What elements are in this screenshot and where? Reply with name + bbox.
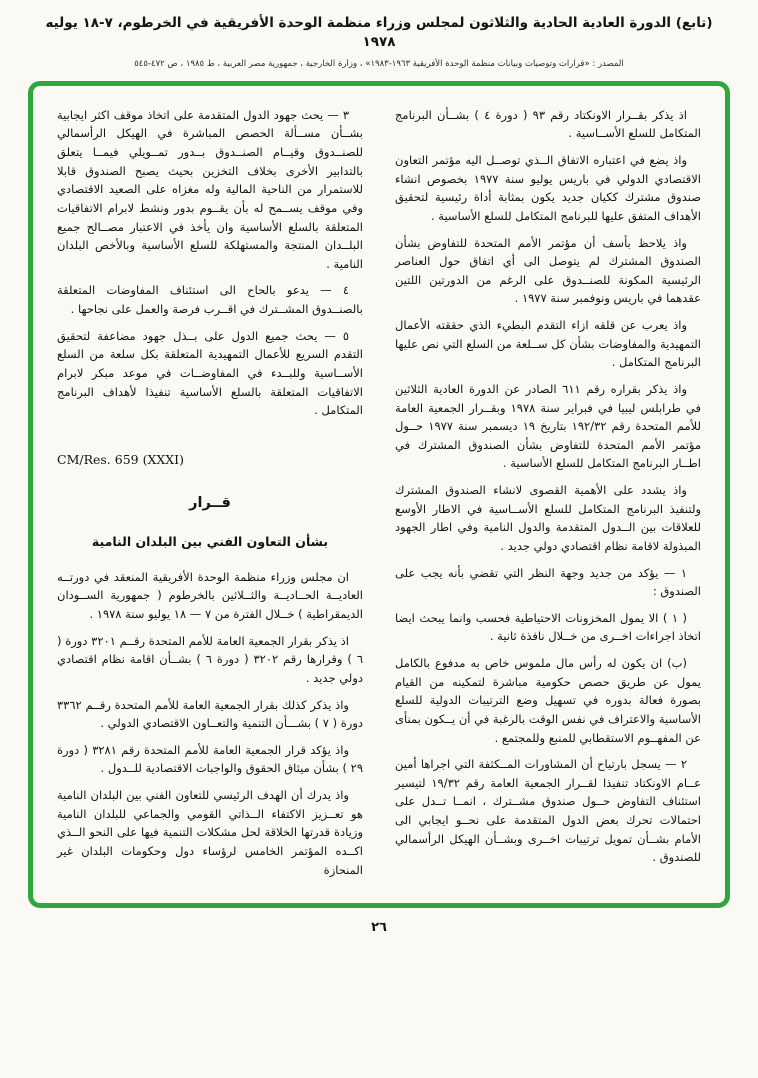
numbered-clause: ٥ — يحث جميع الدول على بــذل جهود مضاعفة لتحقيق التقدم السريع للأعمال التمهيدية المتعلقة بكل سلعة من السلع الأســاسية وللبــدء في المفاوضــات في موعد مبكر لابرام الاتفاقيات المتعلقة بالسلع الأساسية تنفيذا لأهداف البرنامج المتكامل . bbox=[57, 328, 363, 418]
sub-clause: (ب) ان يكون له رأس مال ملموس خاص به مدفوع بالكامل يمول عن طريق حصص حكومية مباشرة لتمكينه من القيام بصورة فعالة بدوره في تسهيل وضع الترتيبات الدولية للسلع الأساسية والاعتراف في نفس الوقت بالرغبة في أن يــكون بمنأى عن المفهــوم الاستقطابي للمنبع وللمجتمع . bbox=[395, 656, 701, 745]
content-border-box bbox=[28, 81, 730, 908]
paragraph: اذ يذكر بقــرار الاونكتاد رقم ٩٣ ( دورة ٤ ) بشــأن البرنامج المتكامل للسلع الأســاسية . bbox=[395, 107, 701, 141]
right-column bbox=[395, 106, 701, 887]
paragraph: ان مجلس وزراء منظمة الوحدة الأفريقية المنعقد في دورتــه العاديــة الحــاديــة والثــلاثين بالخرطوم ( جمهورية الســودان الديمقراطية ) خــلال الفترة من ٧ — ١٨ يوليو سنة ١٩٧٨ . bbox=[57, 569, 363, 622]
left-column bbox=[57, 106, 363, 887]
two-column-layout bbox=[57, 106, 701, 887]
source-line: المصدر : «قرارات وتوصيات وبيانات منظمة الوحدة الأفريقية ١٩٦٣-١٩٨٣» ، وزارة الخارجية ، جمهورية مصر العربية ، ط ١٩٨٥ ، ص ٤٧٢-٥٤٥ bbox=[134, 58, 624, 69]
page-number: ٢٦ bbox=[371, 920, 387, 936]
resolution-subtitle: بشأن التعاون الفني بين البلدان النامية bbox=[91, 533, 329, 549]
numbered-clause: ٢ — يسجل بارتياح أن المشاورات المــكثفة التي اجراها أمين عــام الاونكتاد تنفيذا لقــرار الجمعية العامة رقم ١٩/٣٢ لتيسير استئناف التفاوض حــول صندوق مشــترك ، انمــا تــدل على احتمالات تحرك بعض الدول المتقدمة على نحــو ايجابي الى الأمام بشــأن تمويل ترتيبات اخــرى وبشــأن الهيكل الرأسمالي للصندوق . bbox=[395, 757, 701, 865]
numbered-clause: ٤ — يدعو بالحاح الى استئناف المفاوضات المتعلقة بالصنــدوق المشــترك في اقــرب فرصة والعمل على نجاحها . bbox=[57, 283, 363, 317]
page-header-title: (تابع) الدورة العادية الحادية والثلاثون لمجلس وزراء منظمة الوحدة الأفريقية في الخرطوم، ٧-١٨ يوليه ١٩٧٨ bbox=[45, 15, 713, 50]
paragraph: واذ يشدد على الأهمية القصوى لانشاء الصندوق المشترك ولتنفيذ البرنامج المتكامل للسلع الأســاسية في الاطار الأوسع للعلاقات بين الــدول المتقدمة والدول النامية وفي اطار الجهود المبذولة لاقامة نظام اقتصادي دولي جديد . bbox=[395, 483, 701, 553]
numbered-clause: ٣ — يحث جهود الدول المتقدمة على اتخاذ موقف اكثر ايجابية بشــأن مســألة الحصص المباشرة في الهيكل الرأسمالي للصنــدوق وقيــام الصنــدوق بــدور تمــويلي فيمــا يتعلق بالتدابير الأخرى بخلاف التخزين بحيث يصبح الصندوق قابلا للاستمرار من الناحية المالية وله مغزاه على الصعيد الاقتصادي وفي موقف يســمح له بأن يقــوم بدور ونشط لابرام الاتفاقيات المتعلقة بالسلع الأساسية وان يأخذ في الاعتبار مصــالح جميع البلــدان المنتجة والمستهلكة للسلع الأساسية وبالأخص البلدان النامية . bbox=[57, 107, 363, 271]
paragraph: واذ يدرك أن الهدف الرئيسي للتعاون الفني بين البلدان النامية هو تعــزيز الاكتفاء الــذاتي القومي والجماعي للبلدان النامية وزيادة قدرتها الخلاقة لحل مشكلات التنمية فيها على النحو الــذي اكــده المؤتمر الخامس لرؤساء دول وحكومات البلدان غير المنحازة bbox=[57, 788, 363, 877]
numbered-clause: ١ — يؤكد من جديد وجهة النظر التي تقضي بأنه يجب على الصندوق : bbox=[395, 565, 701, 599]
paragraph: واذ يضع في اعتباره الاتفاق الــذي توصــل اليه مؤتمر التعاون الاقتصادي الدولي في باريس يوليو سنة ١٩٧٧ بخصوص انشاء صندوق مشترك ككيان جديد يكون بمثابة أداة رئيسية لتحقيق الأهداف المتفق عليها للبرنامج المتكامل للسلع الأساسية . bbox=[395, 153, 701, 223]
sub-clause: ( ١ ) الا يمول المخزونات الاحتياطية فحسب وانما يبحث ايضا اتخاذ اجراءات اخــرى من خــلال نافذة ثانية . bbox=[395, 610, 701, 644]
paragraph: واذ يذكر بقراره رقم ٦١١ الصادر عن الدورة العادية الثلاثين في طرابلس ليبيا في فبراير سنة ١٩٧٨ وبقــرار الجمعية العامة للأمم المتحدة رقم ١٩٢/٣٢ بتاريخ ١٩ ديسمبر سنة ١٩٧٧ حــول مؤتمر الأمم المتحدة للتفاوض بشأن الصندوق المشترك في اطــار البرنامج المتكامل للسلع الأساسية . bbox=[395, 381, 701, 471]
paragraph: واذ يلاحظ بأسف أن مؤتمر الأمم المتحدة للتفاوض بشأن الصندوق المشترك لم يتوصل الى أي اتفاق حول العناصر الرئيسية المكونة للصنــدوق على الرغم من الدورتين اللتين عقدهما في باريس ونوفمبر سنة ١٩٧٧ . bbox=[395, 235, 701, 306]
paragraph: واذ يذكر كذلك بقرار الجمعية العامة للأمم المتحدة رقــم ٣٣٦٢ دورة ( ٧ ) بشـــأن التنمية والتعــاون الاقتصادي الدولي . bbox=[57, 697, 363, 731]
paragraph: واذ يعرب عن قلقه ازاء التقدم البطيء الذي حققته الأعمال التمهيدية والمفاوضات بشأن كل ســلعة من السلع التي نص عليها البرنامج المتكامل . bbox=[395, 318, 701, 370]
resolution-title: قــرار bbox=[189, 495, 231, 512]
page-header bbox=[0, 14, 758, 69]
page-footer bbox=[0, 908, 758, 945]
paragraph: واذ يؤكد قرار الجمعية العامة للأمم المتحدة رقم ٣٢٨١ ( دورة ٢٩ ) بشأن ميثاق الحقوق والواجبات الاقتصادية للــدول . bbox=[57, 742, 363, 776]
resolution-reference: CM/Res. 659 (XXXI) bbox=[57, 451, 184, 467]
paragraph: اذ يذكر بقرار الجمعية العامة للأمم المتحدة رقــم ٣٢٠١ دورة ( ٦ ) وقرارها رقم ٣٢٠٢ ( دورة ٦ ) بشــأن اقامة نظام اقتصادي دولي جديد . bbox=[57, 633, 363, 685]
